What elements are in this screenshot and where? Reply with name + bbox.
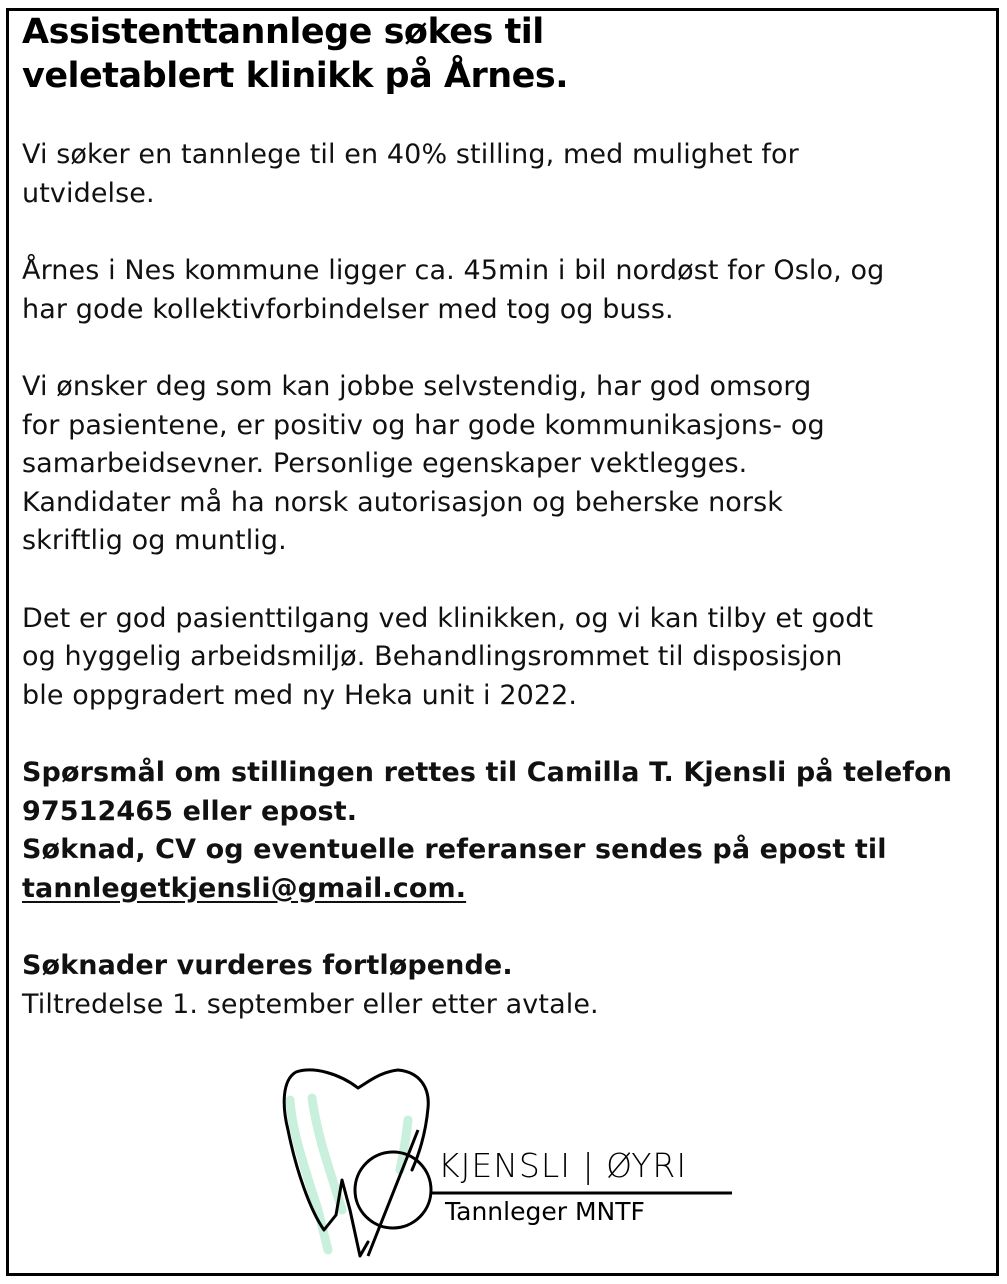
- logo-name: KJENSLI | ØYRI: [438, 1146, 688, 1185]
- text-line: Vi ønsker deg som kan jobbe selvstendig, har god omsorg: [22, 371, 812, 402]
- text-line: samarbeidsevner. Personlige egenskaper vektlegges.: [22, 448, 748, 479]
- title-line-1: Assistenttannlege søkes til: [22, 12, 544, 52]
- text-line: og hyggelig arbeidsmiljø. Behandlingsrommet til disposisjon: [22, 641, 843, 672]
- paragraph-location: [22, 252, 977, 329]
- paragraph-position: [22, 136, 977, 213]
- text-line: Vi søker en tannlege til en 40% stilling, med mulighet for: [22, 139, 799, 170]
- clinic-logo: [280, 1060, 740, 1265]
- text-line: Kandidater må ha norsk autorisasjon og beherske norsk: [22, 486, 784, 518]
- text-line: ble oppgradert med ny Heka unit i 2022.: [22, 679, 578, 711]
- ad-content: [22, 10, 977, 1024]
- text-line: skriftlig og muntlig.: [22, 525, 287, 556]
- text-line: utvidelse.: [22, 177, 155, 209]
- logo-slash: [368, 1130, 418, 1256]
- text-line: for pasientene, er positiv og har gode kommunikasjons- og: [22, 409, 825, 441]
- email-link[interactable]: tannlegetkjensli@gmail.com.: [22, 872, 467, 904]
- contact-phone-line: 97512465 eller epost.: [22, 795, 358, 827]
- paragraph-clinic: [22, 600, 977, 716]
- start-date-line: Tiltredelse 1. september eller etter avtale.: [22, 988, 599, 1020]
- text-line: Årnes i Nes kommune ligger ca. 45min i bil nordøst for Oslo, og: [22, 255, 885, 286]
- contact-line: Søknad, CV og eventuelle referanser sendes på epost til: [22, 834, 887, 865]
- title-line-2: veletablert klinikk på Årnes.: [22, 56, 569, 96]
- ad-title: [22, 10, 977, 98]
- contact-info: [22, 754, 977, 908]
- paragraph-requirements: [22, 368, 977, 561]
- closing-bold-line: Søknader vurderes fortløpende.: [22, 950, 513, 981]
- text-line: har gode kollektivforbindelser med tog og buss.: [22, 293, 674, 325]
- closing: [22, 947, 977, 1024]
- text-line: Det er god pasienttilgang ved klinikken, og vi kan tilby et godt: [22, 602, 874, 634]
- contact-line: Spørsmål om stillingen rettes til Camilla T. Kjensli på telefon: [22, 757, 953, 788]
- logo-subtitle: Tannleger MNTF: [445, 1197, 645, 1226]
